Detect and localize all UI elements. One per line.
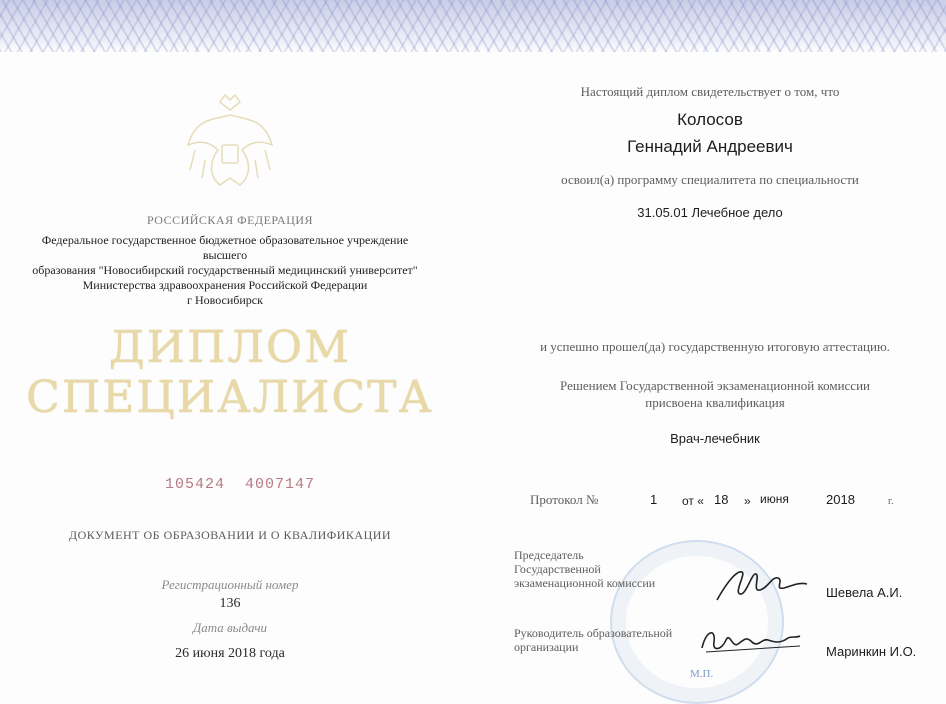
commission-text-line: присвоена квалификация <box>645 395 785 410</box>
protocol-line <box>530 492 910 512</box>
head-label-line: организации <box>514 640 579 654</box>
chair-name: Шевела А.И. <box>826 585 903 600</box>
head-label-line: Руководитель образовательной <box>514 626 673 640</box>
coat-of-arms-emblem <box>180 90 280 200</box>
chair-label-line: экзаменационной комиссии <box>514 576 656 590</box>
protocol-close-quote: » <box>744 494 751 508</box>
institution-line: образования "Новосибирский государственный медицинский университет" <box>32 263 418 277</box>
institution-block <box>25 233 425 308</box>
protocol-year-suffix: г. <box>888 496 894 507</box>
chair-signature <box>712 562 812 607</box>
head-signature <box>696 620 806 660</box>
intro-text: Настоящий диплом свидетельствует о том, что <box>580 84 840 99</box>
institution-line: Министерства здравоохранения Российской Федерации <box>82 278 368 292</box>
registration-number: 136 <box>219 596 241 611</box>
head-label <box>514 626 672 654</box>
registration-label: Регистрационный номер <box>161 577 299 592</box>
qualification: Врач-лечебник <box>670 431 760 446</box>
graduate-surname: Колосов <box>677 110 743 129</box>
protocol-from: от « <box>682 494 704 508</box>
diploma-title: ДИПЛОМ <box>108 322 352 373</box>
chair-label-line: Государственной <box>514 562 601 576</box>
commission-text-line: Решением Государственной экзаменационной комиссии <box>560 378 870 393</box>
seal-label: М.П. <box>690 668 714 680</box>
document-type: ДОКУМЕНТ ОБ ОБРАЗОВАНИИ И О КВАЛИФИКАЦИИ <box>68 528 392 542</box>
issue-date-label: Дата выдачи <box>192 620 268 635</box>
protocol-year: 2018 <box>826 492 855 507</box>
diploma-subtitle: СПЕЦИАЛИСТА <box>26 372 434 423</box>
graduate-given-names: Геннадий Андреевич <box>627 137 793 156</box>
protocol-day: 18 <box>714 492 729 507</box>
chair-label-line: Председатель <box>514 548 584 562</box>
issue-date: 26 июня 2018 года <box>175 646 285 661</box>
program-text: освоил(а) программу специалитета по специальности <box>561 172 859 187</box>
chair-label <box>514 548 655 590</box>
head-name: Маринкин И.О. <box>826 644 917 659</box>
protocol-number: 1 <box>650 492 658 507</box>
decorative-top-band <box>0 0 946 52</box>
specialty: 31.05.01 Лечебное дело <box>637 205 783 220</box>
institution-line: Федеральное государственное бюджетное образовательное учреждение высшего <box>41 233 409 262</box>
diploma-serial-number: 105424 4007147 <box>164 476 316 493</box>
attestation-text: и успешно прошел(да) государственную итоговую аттестацию. <box>540 339 890 354</box>
country-label: РОССИЙСКАЯ ФЕДЕРАЦИЯ <box>146 213 314 227</box>
protocol-month: июня <box>760 492 789 506</box>
institution-line: г Новосибирск <box>187 293 263 307</box>
protocol-label: Протокол № <box>530 492 599 507</box>
